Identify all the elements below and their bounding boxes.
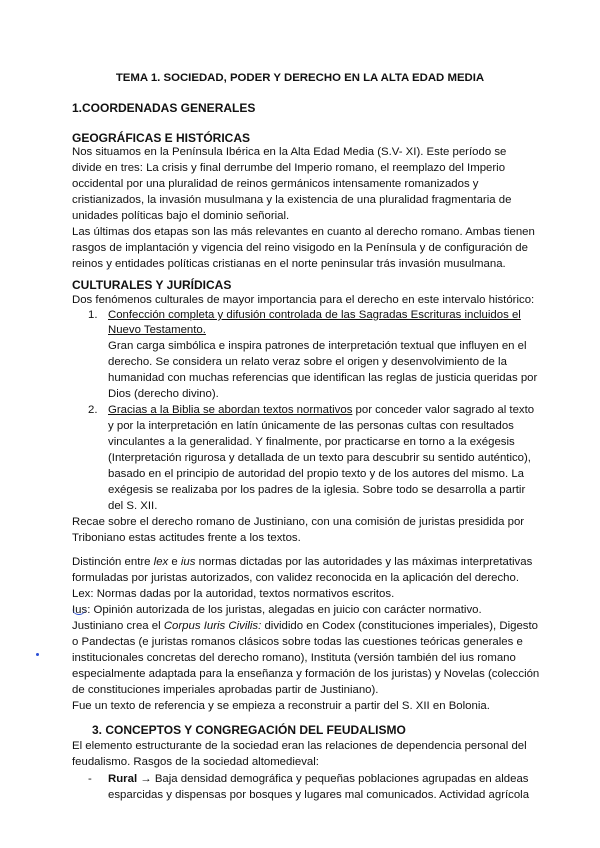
list-item-line: derecho. Se considera un relato veraz sobre el origen y desenvolvimiento de la [108, 356, 507, 368]
paragraph-line: Las últimas dos etapas son las más relevantes en cuanto al derecho romano. Ambas tienen [72, 226, 535, 238]
paragraph-line: reinos y entidades políticas cristianas en el norte peninsular trás invasión musulmana. [72, 258, 506, 270]
list-item-line: (Interpretación rigurosa y detallada de un texto para descubrir su sentido auténtico), [108, 452, 531, 464]
section-1-heading: 1.COORDENADAS GENERALES [72, 101, 256, 115]
paragraph-line: Recae sobre el derecho romano de Justiniano, con una comisión de juristas presidida por [72, 516, 525, 528]
paragraph-line: Lex: Normas dadas por la autoridad, textos normativos escritos. [72, 588, 395, 600]
paragraph-line [72, 618, 538, 634]
paragraph-line: Dos fenómenos culturales de mayor importancia para el derecho en este intervalo histórico: [72, 294, 535, 306]
paragraph-line: divide en tres: La crisis y final derrumbe del Imperio romano, el reemplazo del Imperio [72, 162, 506, 174]
paragraph-line: cristianizados, la invasión musulmana y la existencia de una pluralidad fragmentaria de [72, 194, 512, 206]
section-3-heading: 3. CONCEPTOS Y CONGREGACIÓN DEL FEUDALISMO [92, 723, 406, 737]
cultural-heading: CULTURALES Y JURÍDICAS [72, 278, 232, 292]
paragraph-line: especialmente adaptada para la enseñanza y formación de los juristas) y Novelas (colección [72, 668, 540, 680]
paragraph-line [72, 554, 532, 570]
bullet-line: esparcidas y dispensas por bosques y lugares mal comunicados. Actividad agrícola [108, 789, 530, 801]
paragraph-line: Nos situamos en la Península Ibérica en la Alta Edad Media (S.V- XI). Este período se [72, 146, 507, 158]
list-item-line: vinculantes a la generalidad. Y finalmente, por practicarse en torno a la exégesis [108, 436, 515, 448]
paragraph-line: Ius: Opinión autorizada de los juristas, alegadas en juicio con carácter normativo. [72, 604, 482, 616]
list-number: 2. [88, 404, 98, 416]
paragraph-line: Fue un texto de referencia y se empieza a reconstruir a partir del S. XII en Bolonia. [72, 700, 490, 712]
paragraph-line: rasgos de implantación y vigencia del reino visigodo en la Península y de configuración de [72, 242, 528, 254]
paragraph-line: institucionales concretas del derecho romano), Instituta (versión también del ius romano [72, 652, 516, 664]
paragraph-line: occidental por una pluralidad de reinos germánicos intensamente romanizados y [72, 178, 479, 190]
geo-heading: GEOGRÁFICAS E HISTÓRICAS [72, 131, 251, 145]
term-ius: ius [180, 556, 196, 568]
bullet-term: Rural → [108, 773, 152, 785]
bullet-line [108, 771, 528, 787]
list-item-title: Confección completa y difusión controlada de las Sagradas Escrituras incluidos el [108, 309, 521, 321]
bullet-dash: - [88, 773, 92, 785]
text-run: Baja densidad demográfica y pequeñas poblaciones agrupadas en aldeas [151, 773, 529, 785]
paragraph-line: unidades políticas bajo el dominio señorial. [72, 210, 290, 222]
list-item-title: Gracias a la Biblia se abordan textos normativos [108, 404, 353, 416]
list-item-line: del S. XII. [108, 500, 158, 512]
list-number: 1. [88, 309, 98, 321]
term-lex: lex [153, 556, 169, 568]
list-item-title-rest: por conceder valor sagrado al texto [352, 404, 535, 416]
list-item-line [108, 402, 534, 418]
text-run: Justiniano crea el [72, 620, 164, 632]
list-item-line: Gran carga simbólica e inspira patrones de interpretación textual que influyen en el [108, 340, 527, 352]
paragraph-line: El elemento estructurante de la sociedad eran las relaciones de dependencia personal del [72, 740, 527, 752]
paragraph-line: formuladas por juristas autorizados, con validez reconocida en la aplicación del derecho. [72, 572, 520, 584]
text-run: dividido en Codex (constituciones imperiales), Digesto [261, 620, 538, 632]
paragraph-line: Triboniano estas actitudes frente a los textos. [72, 532, 301, 544]
text-run: Distinción entre [72, 556, 154, 568]
text-run: e [168, 556, 181, 568]
paragraph-line: de constituciones imperiales aprobadas partir de Justiniano). [72, 684, 379, 696]
document-title: TEMA 1. SOCIEDAD, PODER Y DERECHO EN LA ALTA EDAD MEDIA [115, 72, 485, 84]
ink-dot [36, 653, 39, 656]
term-corpus: Corpus Iuris Civilis: [163, 620, 262, 632]
list-item-line: humanidad con muchas referencias que identifican las reglas de justicia queridas por [108, 372, 538, 384]
text-run: normas dictadas por las autoridades y las máximas interpretativas [195, 556, 533, 568]
list-item-line: Dios (derecho divino). [108, 388, 219, 400]
list-item-line: basado en el principio de autoridad del propio texto y de los autores del mismo. La [108, 468, 525, 480]
paragraph-line: o Pandectas (e juristas romanos clásicos sobre todas las cuestiones teóricas generales e [72, 636, 523, 648]
list-item-line: exégesis se realizaba por los padres de la iglesia. Sobre todo se desarrolla a partir [108, 484, 526, 496]
paragraph-line: feudalismo. Rasgos de la sociedad altomedieval: [72, 756, 319, 768]
list-item-line: y por la interpretación en latín únicamente de las personas cultas con resultados [108, 420, 514, 432]
list-item-title: Nuevo Testamento. [108, 324, 206, 336]
